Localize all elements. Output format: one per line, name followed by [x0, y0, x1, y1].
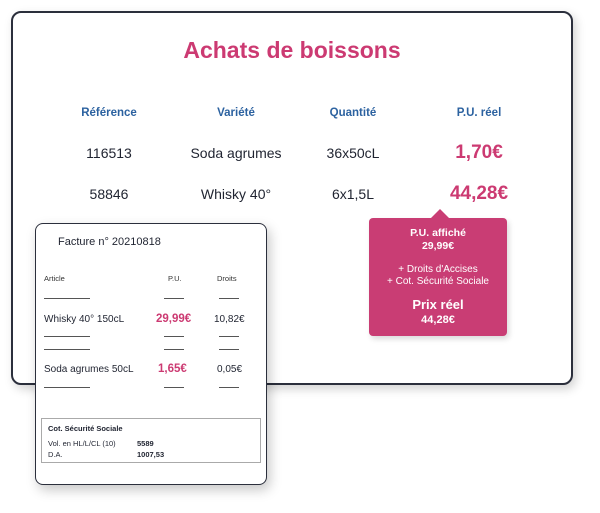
divider	[219, 336, 239, 337]
row2-variete: Whisky 40°	[200, 186, 272, 202]
tooltip-pu-value: 29,99€	[421, 240, 455, 252]
securite-sociale-box	[41, 418, 261, 463]
row2-prix[interactable]: 44,28€	[449, 183, 509, 204]
invoice-header-article: Article	[44, 274, 65, 283]
securite-sociale-title: Cot. Sécurité Sociale	[48, 424, 123, 433]
divider	[44, 298, 90, 299]
divider	[164, 387, 184, 388]
divider	[219, 387, 239, 388]
row2-quantite: 6x1,5L	[331, 186, 375, 202]
row2-reference: 58846	[89, 186, 129, 202]
invoice-row2-droits: 0,05€	[217, 364, 243, 375]
column-header-variete: Variété	[217, 107, 255, 119]
page-title: Achats de boissons	[183, 37, 401, 63]
tooltip-pu-label: P.U. affiché	[410, 227, 466, 239]
volume-value: 5589	[137, 439, 154, 448]
invoice-card	[35, 223, 267, 485]
price-tooltip	[369, 218, 507, 336]
column-header-quantite: Quantité	[329, 107, 377, 119]
volume-label: Vol. en HL/L/CL (10)	[48, 439, 116, 448]
row1-quantite: 36x50cL	[326, 145, 380, 161]
divider	[44, 387, 90, 388]
tooltip-accises-line: + Droits d'Accises	[398, 264, 478, 275]
tooltip-securite-line: + Cot. Sécurité Sociale	[387, 276, 489, 287]
row1-reference: 116513	[86, 145, 132, 161]
da-value: 1007,53	[137, 450, 165, 459]
invoice-row2-article: Soda agrumes 50cL	[44, 364, 134, 375]
tooltip-reel-value: 44,28€	[421, 314, 455, 326]
divider	[164, 336, 184, 337]
invoice-header-droits: Droits	[217, 274, 237, 283]
invoice-header-pu: P.U.	[168, 274, 182, 283]
column-header-prix-reel: P.U. réel	[456, 107, 502, 119]
da-label: D.A.	[48, 450, 63, 459]
invoice-row1-pu: 29,99€	[156, 313, 192, 325]
column-header-reference: Référence	[81, 107, 137, 119]
divider	[219, 349, 239, 350]
row1-variete: Soda agrumes	[190, 145, 282, 161]
tooltip-reel-label: Prix réel	[412, 297, 464, 312]
divider	[44, 336, 90, 337]
row1-prix[interactable]: 1,70€	[455, 142, 503, 163]
invoice-row1-droits: 10,82€	[214, 314, 245, 325]
divider	[164, 298, 184, 299]
divider	[44, 349, 90, 350]
divider	[164, 349, 184, 350]
divider	[219, 298, 239, 299]
invoice-title: Facture n° 20210818	[58, 236, 161, 248]
invoice-row2-pu: 1,65€	[158, 363, 187, 375]
invoice-row1-article: Whisky 40° 150cL	[44, 314, 125, 325]
